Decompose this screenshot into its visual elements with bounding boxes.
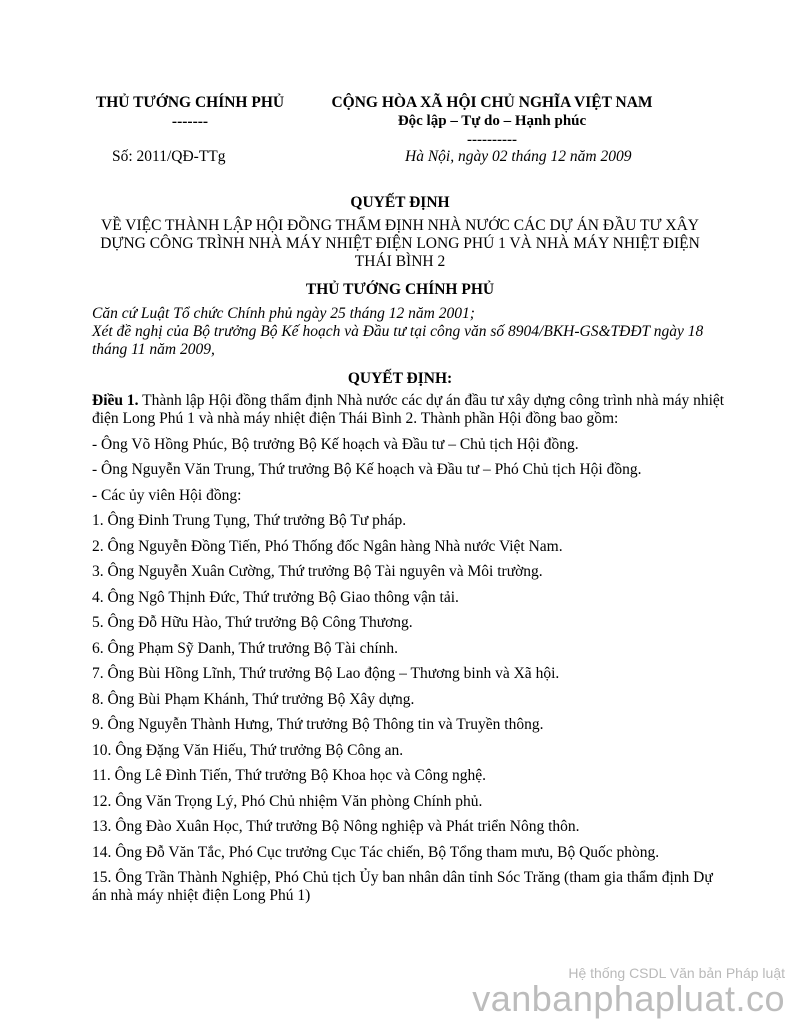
body-line: 15. Ông Trần Thành Nghiệp, Phó Chủ tịch Ủy ban nhân dân tỉnh Sóc Trăng (tham gia thẩm định Dự án nhà máy nhiệt điện Long Phú 1) [92, 869, 713, 904]
body-line: 4. Ông Ngô Thịnh Đức, Thứ trưởng Bộ Giao thông vận tải. [92, 588, 459, 606]
basis-line: Xét đề nghị của Bộ trưởng Bộ Kế hoạch và Đầu tư tại công văn số 8904/BKH-GS&TĐĐT ngày 18 tháng 11 năm 2009, [92, 323, 704, 358]
agency-block [85, 93, 295, 131]
body-line: 5. Ông Đỗ Hữu Hào, Thứ trưởng Bộ Công Thương. [92, 614, 413, 631]
body-line: - Ông Nguyễn Văn Trung, Thứ trưởng Bộ Kế hoạch và Đầu tư – Phó Chủ tịch Hội đồng. [92, 461, 642, 478]
body-line: 14. Ông Đỗ Văn Tắc, Phó Cục trưởng Cục Tác chiến, Bộ Tổng tham mưu, Bộ Quốc phòng. [92, 843, 660, 861]
motto-separator: ---------- [467, 132, 517, 148]
body-line: - Ông Võ Hồng Phúc, Bộ trưởng Bộ Kế hoạch và Đầu tư – Chủ tịch Hội đồng. [92, 435, 579, 453]
body-line: 12. Ông Văn Trọng Lý, Phó Chủ nhiệm Văn phòng Chính phủ. [92, 792, 483, 810]
national-title-block [292, 93, 692, 150]
body-line: 1. Ông Đinh Trung Tụng, Thứ trưởng Bộ Tư pháp. [92, 512, 407, 529]
body-line: 8. Ông Bùi Phạm Khánh, Thứ trưởng Bộ Xây dựng. [92, 690, 415, 708]
body-line: 6. Ông Phạm Sỹ Danh, Thứ trưởng Bộ Tài chính. [92, 639, 398, 657]
document-subject: VỀ VIỆC THÀNH LẬP HỘI ĐỒNG THẨM ĐỊNH NHÀ NƯỚC CÁC DỰ ÁN ĐẦU TƯ XÂY DỰNG CÔNG TRÌNH NHÀ MÁY NHIỆT ĐIỆN LONG PHÚ 1 VÀ NHÀ MÁY NHIỆT ĐIỆN THÁI BÌNH 2 [100, 217, 700, 270]
decides-heading: QUYẾT ĐỊNH: [347, 370, 453, 387]
article-1 [92, 392, 728, 428]
document-number: Số: 2011/QĐ-TTg [112, 148, 226, 165]
body-line: 13. Ông Đào Xuân Học, Thứ trưởng Bộ Nông nghiệp và Phát triển Nông thôn. [92, 818, 580, 835]
document-type: QUYẾT ĐỊNH [350, 194, 450, 211]
agency-separator: ------- [171, 113, 209, 130]
country-name: CỘNG HÒA XÃ HỘI CHỦ NGHĨA VIỆT NAM [331, 94, 653, 111]
body-line: 11. Ông Lê Đình Tiến, Thứ trưởng Bộ Khoa học và Công nghệ. [92, 767, 486, 784]
watermark-caption: Hệ thống CSDL Văn bản Pháp luật [568, 965, 785, 981]
agency-name: THỦ TƯỚNG CHÍNH PHỦ [95, 94, 285, 111]
body-line: - Các ủy viên Hội đồng: [92, 486, 242, 504]
basis-line: Căn cứ Luật Tổ chức Chính phủ ngày 25 tháng 12 năm 2001; [92, 305, 475, 322]
national-motto: Độc lập – Tự do – Hạnh phúc [397, 113, 587, 129]
body-line: 9. Ông Nguyễn Thành Hưng, Thứ trưởng Bộ Thông tin và Truyền thông. [92, 716, 544, 733]
body-line: 7. Ông Bùi Hồng Lĩnh, Thứ trưởng Bộ Lao động – Thương binh và Xã hội. [92, 665, 560, 682]
issuer-title: THỦ TƯỚNG CHÍNH PHỦ [305, 281, 495, 298]
legal-bases [92, 305, 732, 359]
place-date: Hà Nội, ngày 02 tháng 12 năm 2009 [405, 148, 632, 165]
body-line: 2. Ông Nguyễn Đồng Tiến, Phó Thống đốc Ngân hàng Nhà nước Việt Nam. [92, 537, 563, 555]
watermark-site: vanbanphapluat.co [472, 978, 785, 1019]
document-body [92, 392, 728, 913]
body-line: 10. Ông Đặng Văn Hiếu, Thứ trưởng Bộ Công an. [92, 741, 404, 759]
article-text: Thành lập Hội đồng thẩm định Nhà nước các dự án đầu tư xây dựng công trình nhà máy nhiệt điện Long Phú 1 và nhà máy nhiệt điện Thái Bình 2. Thành phần Hội đồng bao gồm: [92, 392, 725, 427]
body-line: 3. Ông Nguyễn Xuân Cường, Thứ trưởng Bộ Tài nguyên và Môi trường. [92, 563, 543, 580]
article-label: Điều 1. [92, 392, 139, 409]
